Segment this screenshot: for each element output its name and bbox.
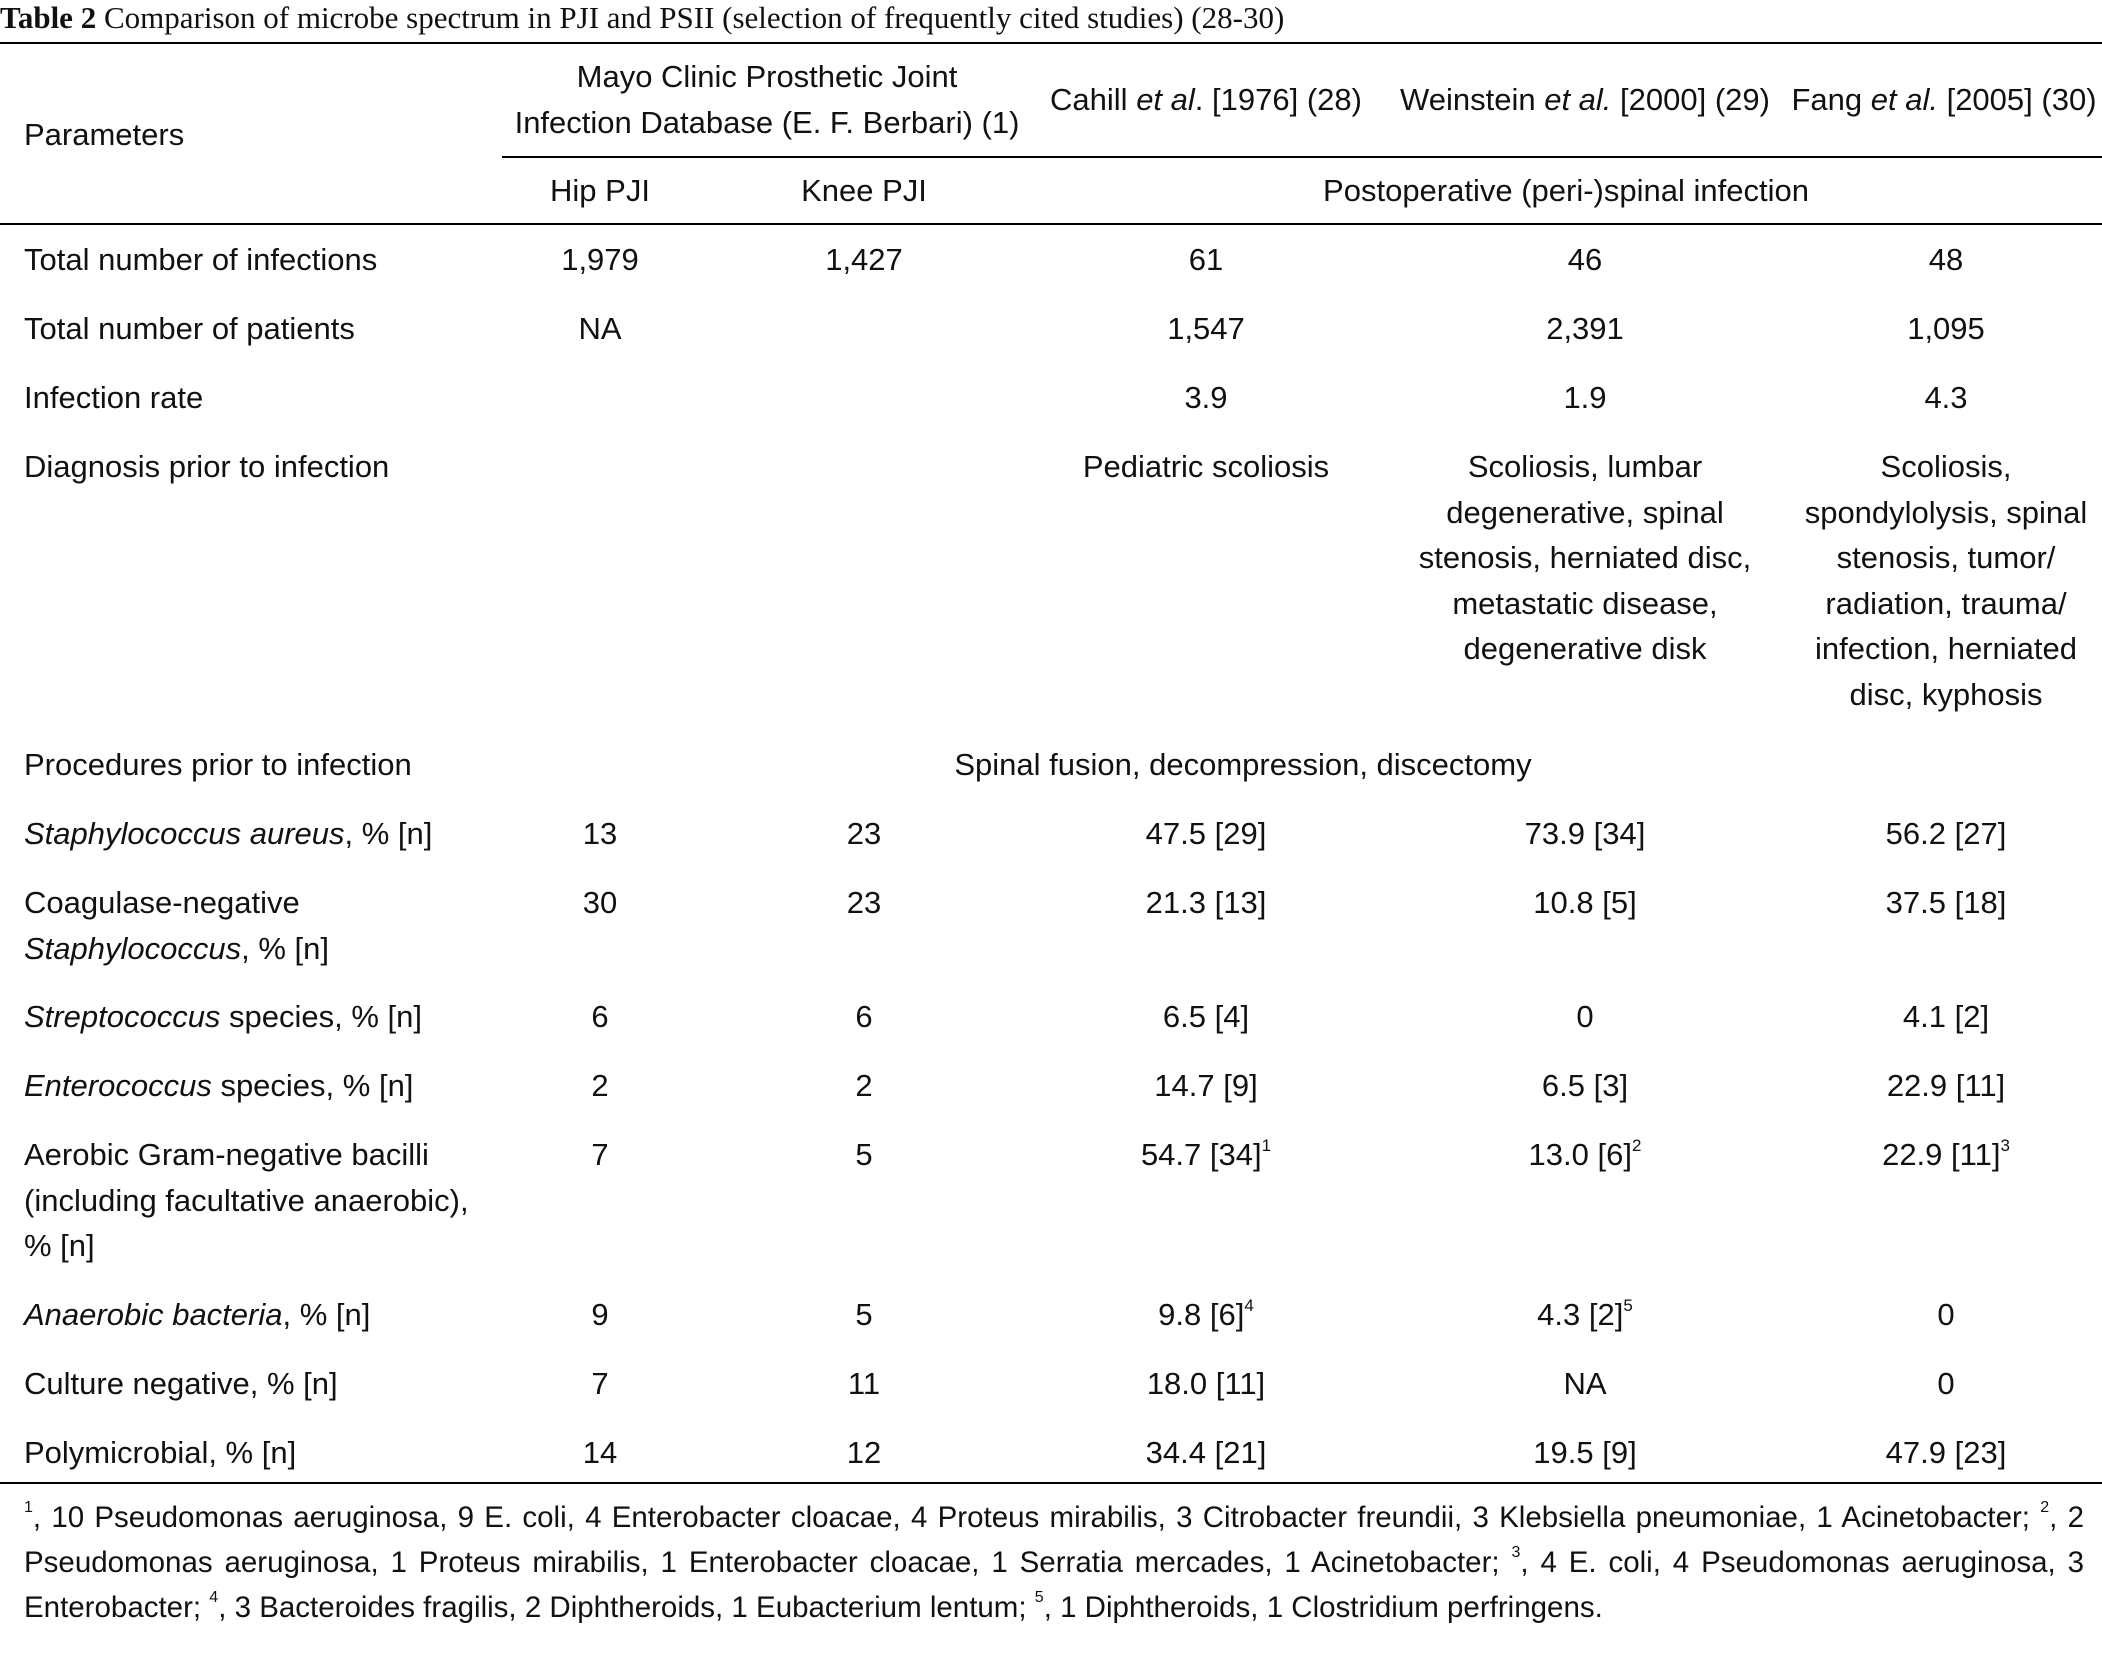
header-fang-etal: et al. xyxy=(1870,82,1938,117)
cell-diagnosis-weinstein-line: Scoliosis, lumbar xyxy=(1467,449,1703,484)
cell-strep-weinstein: 0 xyxy=(1576,999,1594,1034)
header-knee: Knee PJI xyxy=(801,173,927,208)
header-weinstein-author: Weinstein xyxy=(1400,82,1545,117)
row-label-staph-aureus-unit: , % [n] xyxy=(344,816,433,851)
footnote-mark-3: 3 xyxy=(1511,1544,1521,1562)
footnote-mark-4: 4 xyxy=(209,1589,219,1607)
row-label-entero xyxy=(24,1063,413,1109)
table-footnote xyxy=(24,1495,2084,1630)
table-title: Comparison of microbe spectrum in PJI and PSII (selection of frequently cited studies) (28-30) xyxy=(96,0,1285,35)
row-label-infection-rate: Infection rate xyxy=(24,380,204,415)
cell-diagnosis-weinstein xyxy=(1395,444,1775,672)
row-label-gram-neg xyxy=(24,1132,469,1269)
cell-gram-neg-weinstein xyxy=(1465,1132,1705,1178)
row-label-coag-neg-organism: Staphylococcus xyxy=(24,930,242,966)
header-fang xyxy=(1786,77,2102,123)
cell-total-infections-hip: 1,979 xyxy=(561,242,639,277)
cell-polymicrobial-weinstein: 19.5 [9] xyxy=(1533,1435,1637,1470)
row-label-polymicrobial: Polymicrobial, % [n] xyxy=(24,1435,297,1470)
footnote-text-1: , 10 Pseudomonas aeruginosa, 9 E. coli, 4 Enterobacter cloacae, 4 Proteus mirabilis, 3 Citrobacter freundii, 3 Klebsiella pneumoniae, 1 Acinetobacter; xyxy=(32,1501,2041,1534)
header-fang-year: [2005] (30) xyxy=(1937,82,2097,117)
cell-staph-aureus-weinstein: 73.9 [34] xyxy=(1524,816,1646,851)
header-cahill-author: Cahill xyxy=(1050,82,1137,117)
row-label-anaerobic-organism: Anaerobic bacteria xyxy=(24,1297,283,1332)
cell-strep-hip: 6 xyxy=(591,999,609,1034)
row-label-total-infections: Total number of infections xyxy=(24,242,378,277)
cell-coag-neg-weinstein: 10.8 [5] xyxy=(1533,885,1637,920)
cell-polymicrobial-cahill: 34.4 [21] xyxy=(1145,1435,1267,1470)
cell-diagnosis-fang xyxy=(1786,444,2102,718)
cell-culture-neg-hip: 7 xyxy=(591,1366,609,1401)
row-label-coag-neg-unit: , % [n] xyxy=(241,930,329,966)
header-weinstein xyxy=(1380,77,1790,123)
footnote-ref-4: 4 xyxy=(1244,1295,1254,1315)
row-label-coag-neg-line1: Coagulase-negative xyxy=(24,885,300,920)
header-cahill-etal: et al xyxy=(1136,82,1195,117)
cell-polymicrobial-hip: 14 xyxy=(582,1435,618,1470)
cell-anaerobic-knee: 5 xyxy=(855,1297,873,1332)
row-label-coag-neg-line2 xyxy=(24,926,329,972)
footnote-text-5: , 1 Diphtheroids, 1 Clostridium perfringens. xyxy=(1043,1591,1603,1624)
top-rule xyxy=(0,42,2102,44)
cell-total-infections-knee: 1,427 xyxy=(825,242,903,277)
header-weinstein-year: [2000] (29) xyxy=(1611,82,1770,117)
cell-infection-rate-weinstein: 1.9 xyxy=(1563,380,1607,415)
cell-gram-neg-cahill-value: 54.7 [34] xyxy=(1140,1137,1262,1172)
cell-staph-aureus-fang: 56.2 [27] xyxy=(1885,816,2007,851)
footnote-mark-2: 2 xyxy=(2040,1499,2050,1517)
header-mayo-line1: Mayo Clinic Prosthetic Joint xyxy=(576,59,958,94)
footnote-ref-5: 5 xyxy=(1623,1295,1633,1315)
footnote-ref-1: 1 xyxy=(1261,1135,1272,1155)
header-mayo-line2: Infection Database (E. F. Berbari) (1) xyxy=(514,104,1020,140)
cell-gram-neg-hip: 7 xyxy=(591,1137,609,1172)
cell-entero-knee: 2 xyxy=(855,1068,873,1103)
cell-diagnosis-weinstein-line: degenerative, spinal xyxy=(1446,494,1724,530)
cell-anaerobic-hip: 9 xyxy=(591,1297,609,1332)
cell-strep-cahill: 6.5 [4] xyxy=(1162,999,1250,1034)
row-label-total-patients: Total number of patients xyxy=(24,311,355,346)
cell-polymicrobial-knee: 12 xyxy=(846,1435,882,1470)
cell-diagnosis-fang-line: Scoliosis, xyxy=(1880,449,2012,484)
header-parameters: Parameters xyxy=(24,117,185,152)
cell-infection-rate-cahill: 3.9 xyxy=(1184,380,1228,415)
row-label-entero-unit: species, % [n] xyxy=(211,1068,414,1103)
cell-staph-aureus-hip: 13 xyxy=(582,816,618,851)
footnote-text-3: , 4 E. coli, 4 Pseudomonas aeruginosa, 3 Enterobacter; xyxy=(24,1546,2084,1624)
header-mayo xyxy=(482,54,1052,145)
cell-entero-cahill: 14.7 [9] xyxy=(1154,1068,1258,1103)
header-hip: Hip PJI xyxy=(550,173,650,208)
cell-culture-neg-weinstein: NA xyxy=(1563,1366,1607,1401)
footnote-text-2: , 2 Pseudomonas aeruginosa, 1 Proteus mirabilis, 1 Enterobacter cloacae, 1 Serratia mercades, 1 Acinetobacter; xyxy=(24,1501,2084,1579)
row-label-staph-aureus-organism: Staphylococcus aureus xyxy=(24,816,345,851)
header-weinstein-etal: et al. xyxy=(1544,82,1612,117)
cell-gram-neg-weinstein-value: 13.0 [6] xyxy=(1528,1137,1632,1172)
header-postop: Postoperative (peri-)spinal infection xyxy=(1323,173,1809,208)
cell-coag-neg-fang: 37.5 [18] xyxy=(1885,885,2007,920)
row-label-anaerobic-unit: , % [n] xyxy=(282,1297,371,1332)
cell-total-infections-cahill: 61 xyxy=(1188,242,1224,277)
header-cahill-year: . [1976] (28) xyxy=(1194,82,1362,117)
footnote-mark-1: 1 xyxy=(24,1499,33,1517)
cell-total-patients-fang: 1,095 xyxy=(1907,311,1985,346)
group-rule xyxy=(502,156,2102,158)
cell-diagnosis-fang-line: infection, herniated xyxy=(1815,631,2077,667)
footnote-mark-5: 5 xyxy=(1034,1589,1044,1607)
row-label-strep xyxy=(24,994,422,1040)
row-label-coag-neg xyxy=(24,880,329,971)
cell-diagnosis-cahill: Pediatric scoliosis xyxy=(1082,449,1330,484)
cell-polymicrobial-fang: 47.9 [23] xyxy=(1885,1435,2007,1470)
cell-gram-neg-fang xyxy=(1826,1132,2066,1178)
row-label-anaerobic xyxy=(24,1292,370,1338)
cell-anaerobic-cahill-value: 9.8 [6] xyxy=(1158,1297,1245,1332)
cell-culture-neg-fang: 0 xyxy=(1937,1366,1955,1401)
cell-gram-neg-fang-value: 22.9 [11] xyxy=(1882,1137,2001,1172)
row-label-entero-organism: Enterococcus xyxy=(24,1068,212,1103)
cell-infection-rate-fang: 4.3 xyxy=(1924,380,1968,415)
row-label-procedures: Procedures prior to infection xyxy=(24,747,412,782)
row-label-diagnosis: Diagnosis prior to infection xyxy=(24,449,390,484)
cell-strep-knee: 6 xyxy=(855,999,873,1034)
cell-diagnosis-fang-line: spondylolysis, spinal xyxy=(1804,494,2088,530)
cell-entero-hip: 2 xyxy=(591,1068,609,1103)
table-caption xyxy=(0,0,2102,40)
cell-anaerobic-weinstein xyxy=(1465,1292,1705,1338)
header-rule xyxy=(0,223,2102,225)
cell-culture-neg-cahill: 18.0 [11] xyxy=(1146,1366,1266,1401)
row-label-culture-neg: Culture negative, % [n] xyxy=(24,1366,338,1401)
footnote-text-4: , 3 Bacteroides fragilis, 2 Diphtheroids, 1 Eubacterium lentum; xyxy=(218,1591,1035,1624)
cell-diagnosis-weinstein-line: stenosis, herniated disc, xyxy=(1418,540,1752,576)
cell-coag-neg-cahill: 21.3 [13] xyxy=(1145,885,1267,920)
cell-coag-neg-hip: 30 xyxy=(582,885,618,920)
cell-entero-weinstein: 6.5 [3] xyxy=(1541,1068,1629,1103)
cell-entero-fang: 22.9 [11] xyxy=(1886,1068,2006,1103)
cell-total-patients-cahill: 1,547 xyxy=(1167,311,1245,346)
row-label-gram-neg-line: Aerobic Gram-negative bacilli xyxy=(24,1137,429,1172)
bottom-rule xyxy=(0,1482,2102,1484)
cell-procedures-value: Spinal fusion, decompression, discectomy xyxy=(954,747,1532,782)
cell-staph-aureus-knee: 23 xyxy=(846,816,882,851)
cell-diagnosis-fang-line: stenosis, tumor/ xyxy=(1836,540,2056,576)
cell-total-patients-hip: NA xyxy=(578,311,622,346)
footnote-ref-3: 3 xyxy=(2000,1135,2010,1155)
row-label-strep-organism: Streptococcus xyxy=(24,999,221,1034)
footnote-ref-2: 2 xyxy=(1631,1135,1642,1155)
cell-diagnosis-fang-line: radiation, trauma/ xyxy=(1825,585,2067,621)
cell-total-patients-weinstein: 2,391 xyxy=(1546,311,1624,346)
table-label: Table 2 xyxy=(0,0,97,35)
cell-anaerobic-fang: 0 xyxy=(1937,1297,1955,1332)
cell-total-infections-fang: 48 xyxy=(1928,242,1964,277)
cell-total-infections-weinstein: 46 xyxy=(1567,242,1603,277)
cell-anaerobic-weinstein-value: 4.3 [2] xyxy=(1537,1297,1624,1332)
row-label-staph-aureus xyxy=(24,811,432,857)
cell-coag-neg-knee: 23 xyxy=(846,885,882,920)
row-label-strep-unit: species, % [n] xyxy=(220,999,423,1034)
cell-gram-neg-knee: 5 xyxy=(855,1137,873,1172)
header-cahill xyxy=(1040,77,1372,123)
cell-diagnosis-fang-line: disc, kyphosis xyxy=(1849,676,2043,712)
cell-strep-fang: 4.1 [2] xyxy=(1902,999,1990,1034)
cell-culture-neg-knee: 11 xyxy=(847,1366,881,1401)
row-label-gram-neg-line: % [n] xyxy=(24,1228,95,1264)
cell-anaerobic-cahill xyxy=(1086,1292,1326,1338)
cell-diagnosis-weinstein-line: degenerative disk xyxy=(1463,631,1707,667)
row-label-gram-neg-line: (including facultative anaerobic), xyxy=(24,1182,469,1218)
header-fang-author: Fang xyxy=(1791,82,1871,117)
cell-staph-aureus-cahill: 47.5 [29] xyxy=(1145,816,1267,851)
cell-diagnosis-weinstein-line: metastatic disease, xyxy=(1452,585,1718,621)
cell-gram-neg-cahill xyxy=(1086,1132,1326,1178)
